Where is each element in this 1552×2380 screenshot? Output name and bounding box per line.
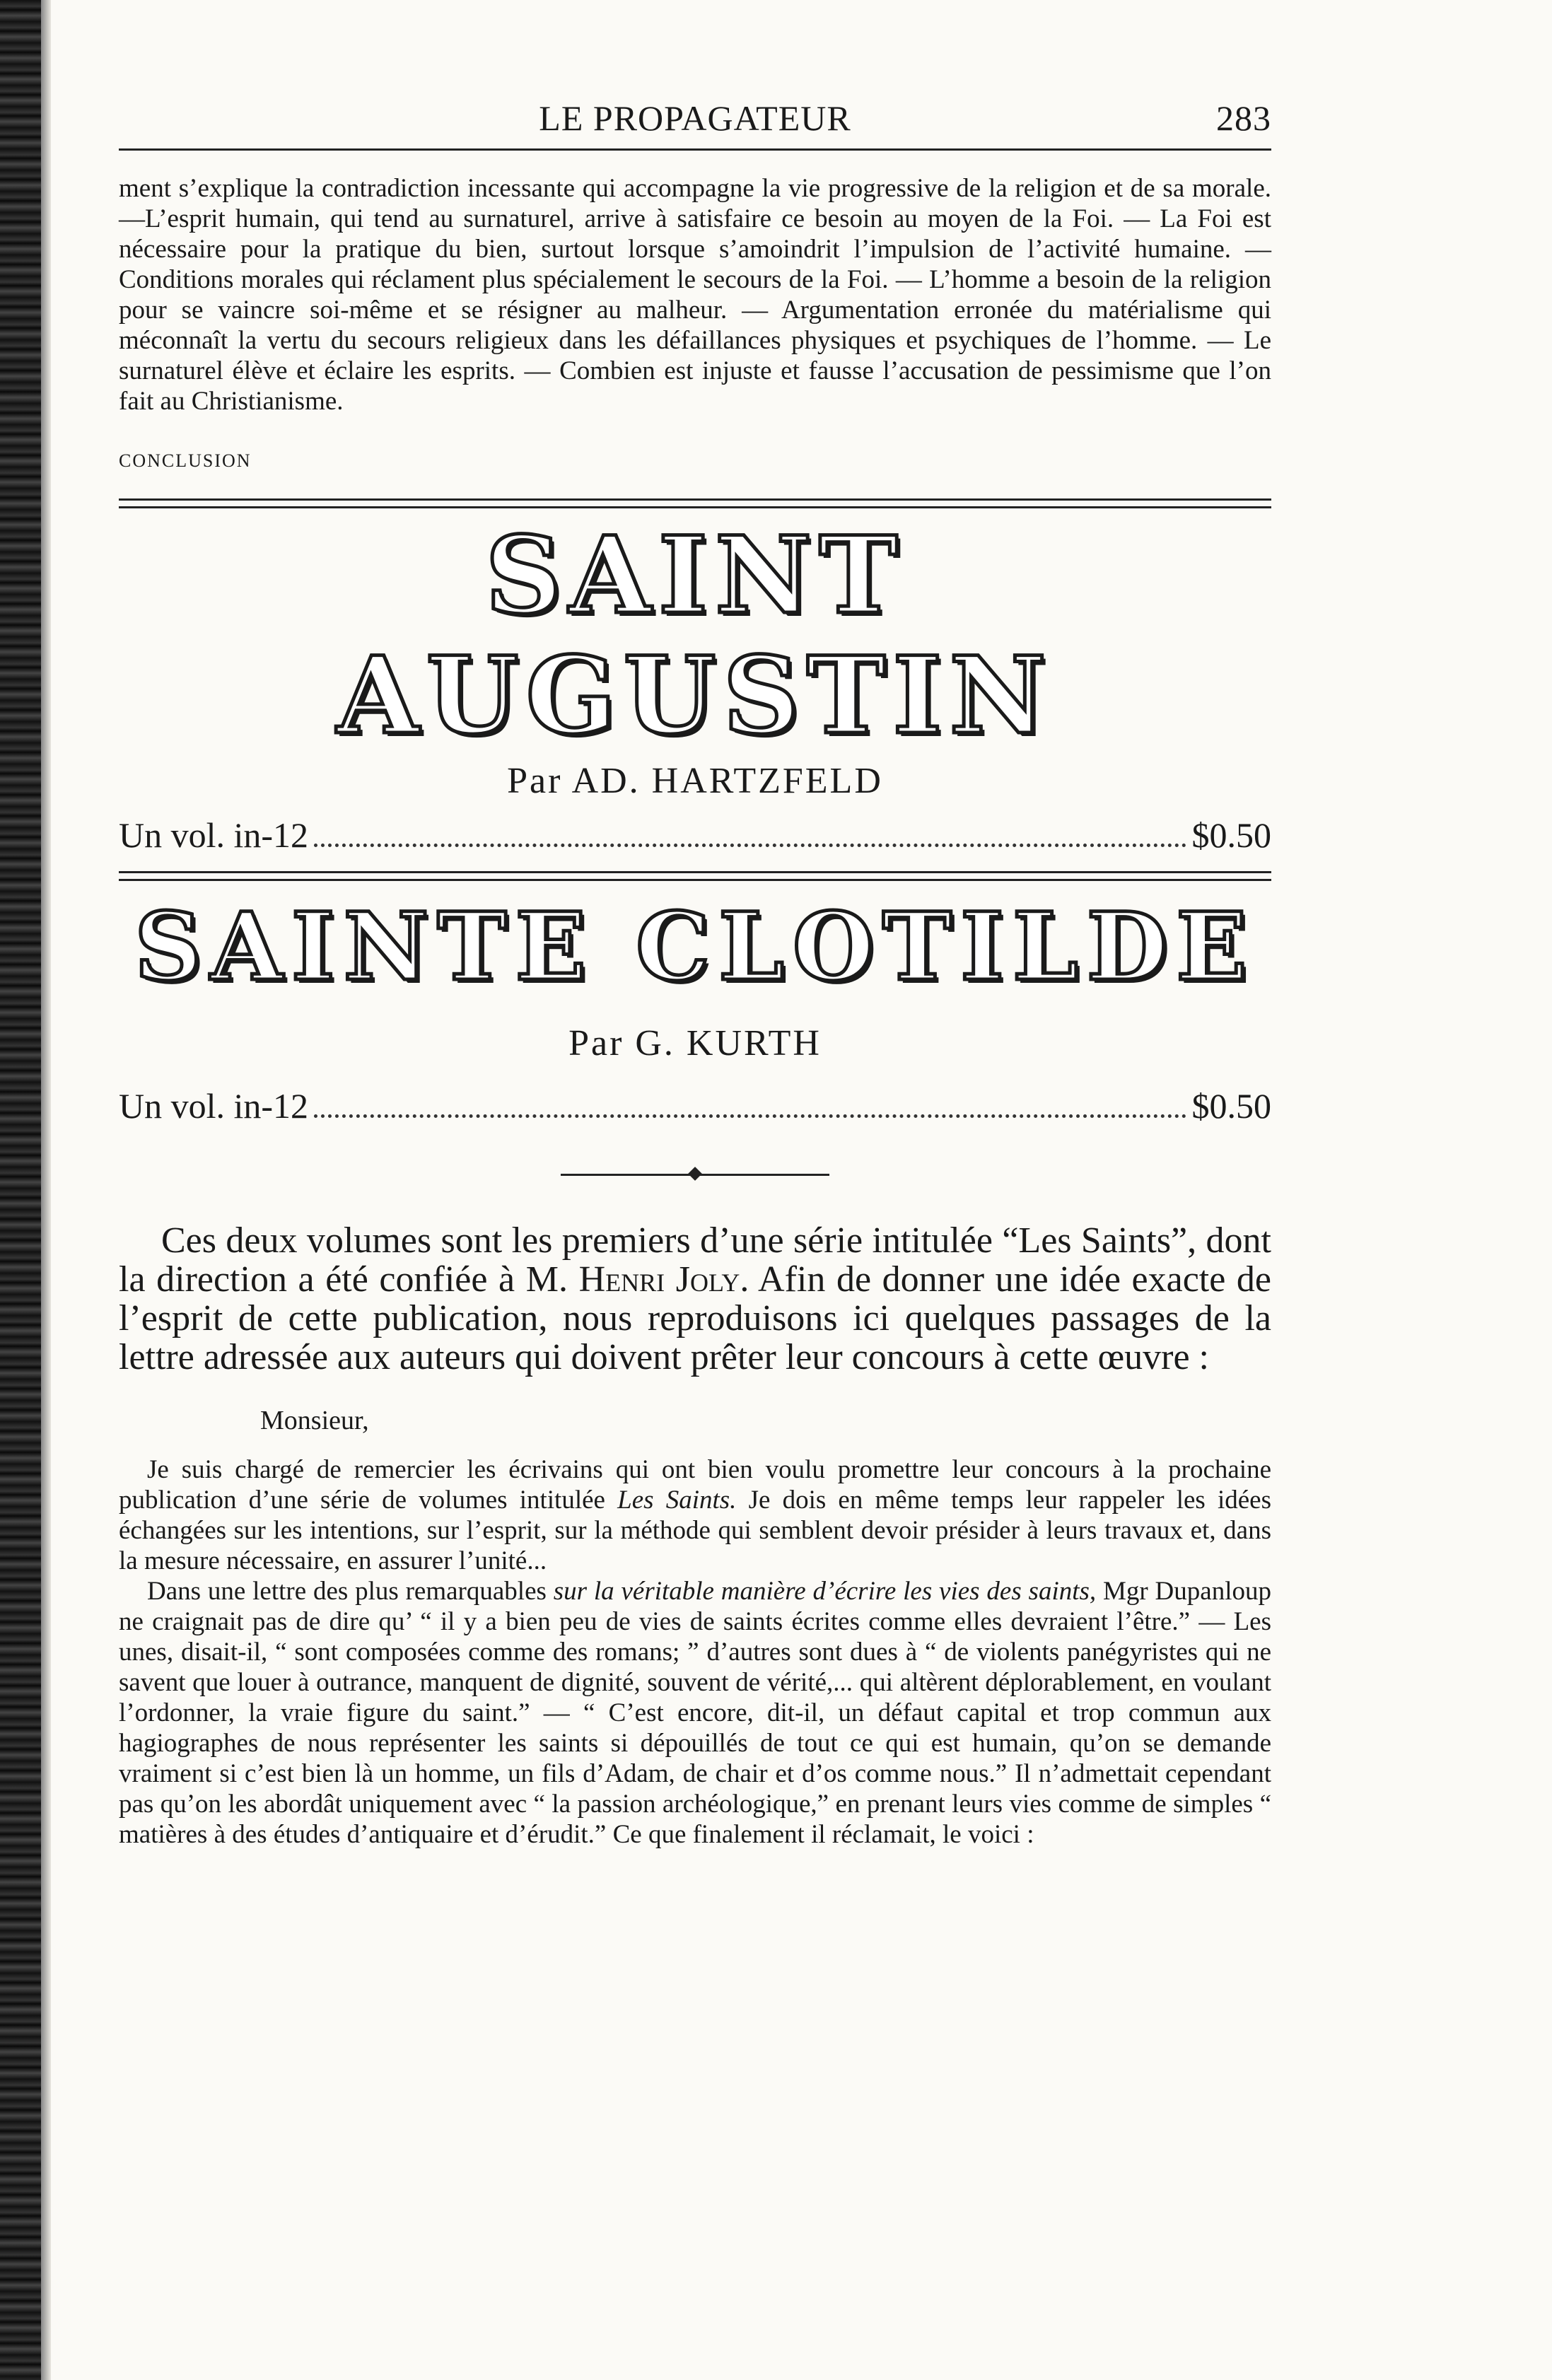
ad-title: SAINT AUGUSTIN (337, 513, 1054, 758)
ornament-divider (561, 1167, 829, 1182)
ad-volume: Un vol. in-12 (119, 815, 309, 855)
ad-price: $0.50 (1191, 1086, 1271, 1126)
letter-paragraph: Je suis chargé de remercier les écrivains qui ont bien voulu promettre leur concours à la prochaine publication d’une série de volumes intitulée Les Saints. Je dois en même temps leur rappeler les idées échangées sur les intentions, sur l’esprit, sur la méthode qui semblent devoir présider à leurs travaux et, dans la mesure nécessaire, en assurer l’unité... (119, 1455, 1271, 1575)
ad-top-rule (119, 498, 1271, 508)
book-spine-shadow (0, 0, 41, 2380)
chapter-summary: ment s’explique la contradiction incessante qui accompagne la vie progressive de la religion et de sa morale. —L’esprit humain, qui tend au surnaturel, arrive à satisfaire ce besoin au moyen de la Foi. — La Foi est nécessaire pour la pratique du bien, surtout lorsque s’amoindrit l’impulsion de l’activité humaine. — Conditions morales qui réclament plus spécialement le secours de la Foi. — L’homme a besoin de la religion pour se vaincre soi-même et se résigner au malheur. — Argumentation erronée du matérialisme qui méconnaît la vertu du secours religieux dans les défaillances physiques et psychiques de l’homme. — Le surnaturel élève et éclaire les esprits. — Combien est injuste et fausse l’accusation de pessimisme que l’on fait au Christianisme. (119, 174, 1271, 416)
header-rule (119, 148, 1271, 151)
dot-leader (314, 844, 1186, 847)
intro-paragraph: Ces deux volumes sont les premiers d’une série intitulée “Les Saints”, dont la direction a été confiée à M. Henri Joly. Afin de donner une idée exacte de l’esprit de cette publication, nous reproduisons ici quelques passages de la lettre adressée aux auteurs qui doivent prêter leur concours à cette œuvre : (119, 1220, 1271, 1377)
page-number: 283 (1216, 98, 1271, 138)
ad-byline: Par G. KURTH (568, 1023, 822, 1063)
dot-leader (314, 1114, 1186, 1118)
ad-price-line (119, 1085, 1271, 1126)
letter-salutation: Monsieur, (260, 1406, 369, 1435)
ad-price-line (119, 815, 1271, 856)
ad-byline: Par AD. HARTZFELD (507, 761, 883, 801)
letter-body (119, 1454, 1271, 1850)
page (119, 92, 1271, 1850)
journal-title: LE PROPAGATEUR (539, 98, 851, 138)
diamond-icon (688, 1167, 702, 1181)
ad-price: $0.50 (1191, 815, 1271, 855)
ad-volume: Un vol. in-12 (119, 1086, 309, 1126)
ad-sainte-clotilde (119, 891, 1271, 1126)
ad-title: SAINTE CLOTILDE (134, 892, 1256, 1002)
editor-name: Henri Joly (578, 1259, 740, 1300)
running-header (119, 92, 1271, 148)
ad-divider-rule (119, 871, 1271, 881)
ad-saint-augustin (119, 515, 1271, 856)
conclusion-label: CONCLUSION (119, 450, 252, 471)
letter-paragraph: Dans une lettre des plus remarquables sur la véritable manière d’écrire les vies des saints, Mgr Dupanloup ne craignait pas de dire qu’ “ il y a bien peu de vies de saints écrites comme elles devraient l’être.” — Les unes, disait-il, “ sont composées comme des romans; ” d’autres sont dues à “ de violents panégyristes qui ne savent que louer à outrance, manquent de dignité, souvent de vérité,... qui altèrent déplorablement, en voulant l’ordonner, la vraie figure du saint.” — “ C’est encore, dit-il, un défaut capital et trop commun aux hagiographes de nous représenter les saints si dépouillés de tout ce qui est humain, qu’on se demande vraiment si c’est bien là un homme, un fils d’Adam, de chair et d’os comme nous.” Il n’admettait cependant pas qu’on les abordât uniquement avec “ la passion archéologique,” en prenant leurs vies comme de simples “ matières à des études d’antiquaire et d’érudit.” Ce que finalement il réclamait, le voici : (119, 1577, 1271, 1849)
page-gutter (41, 0, 51, 2380)
